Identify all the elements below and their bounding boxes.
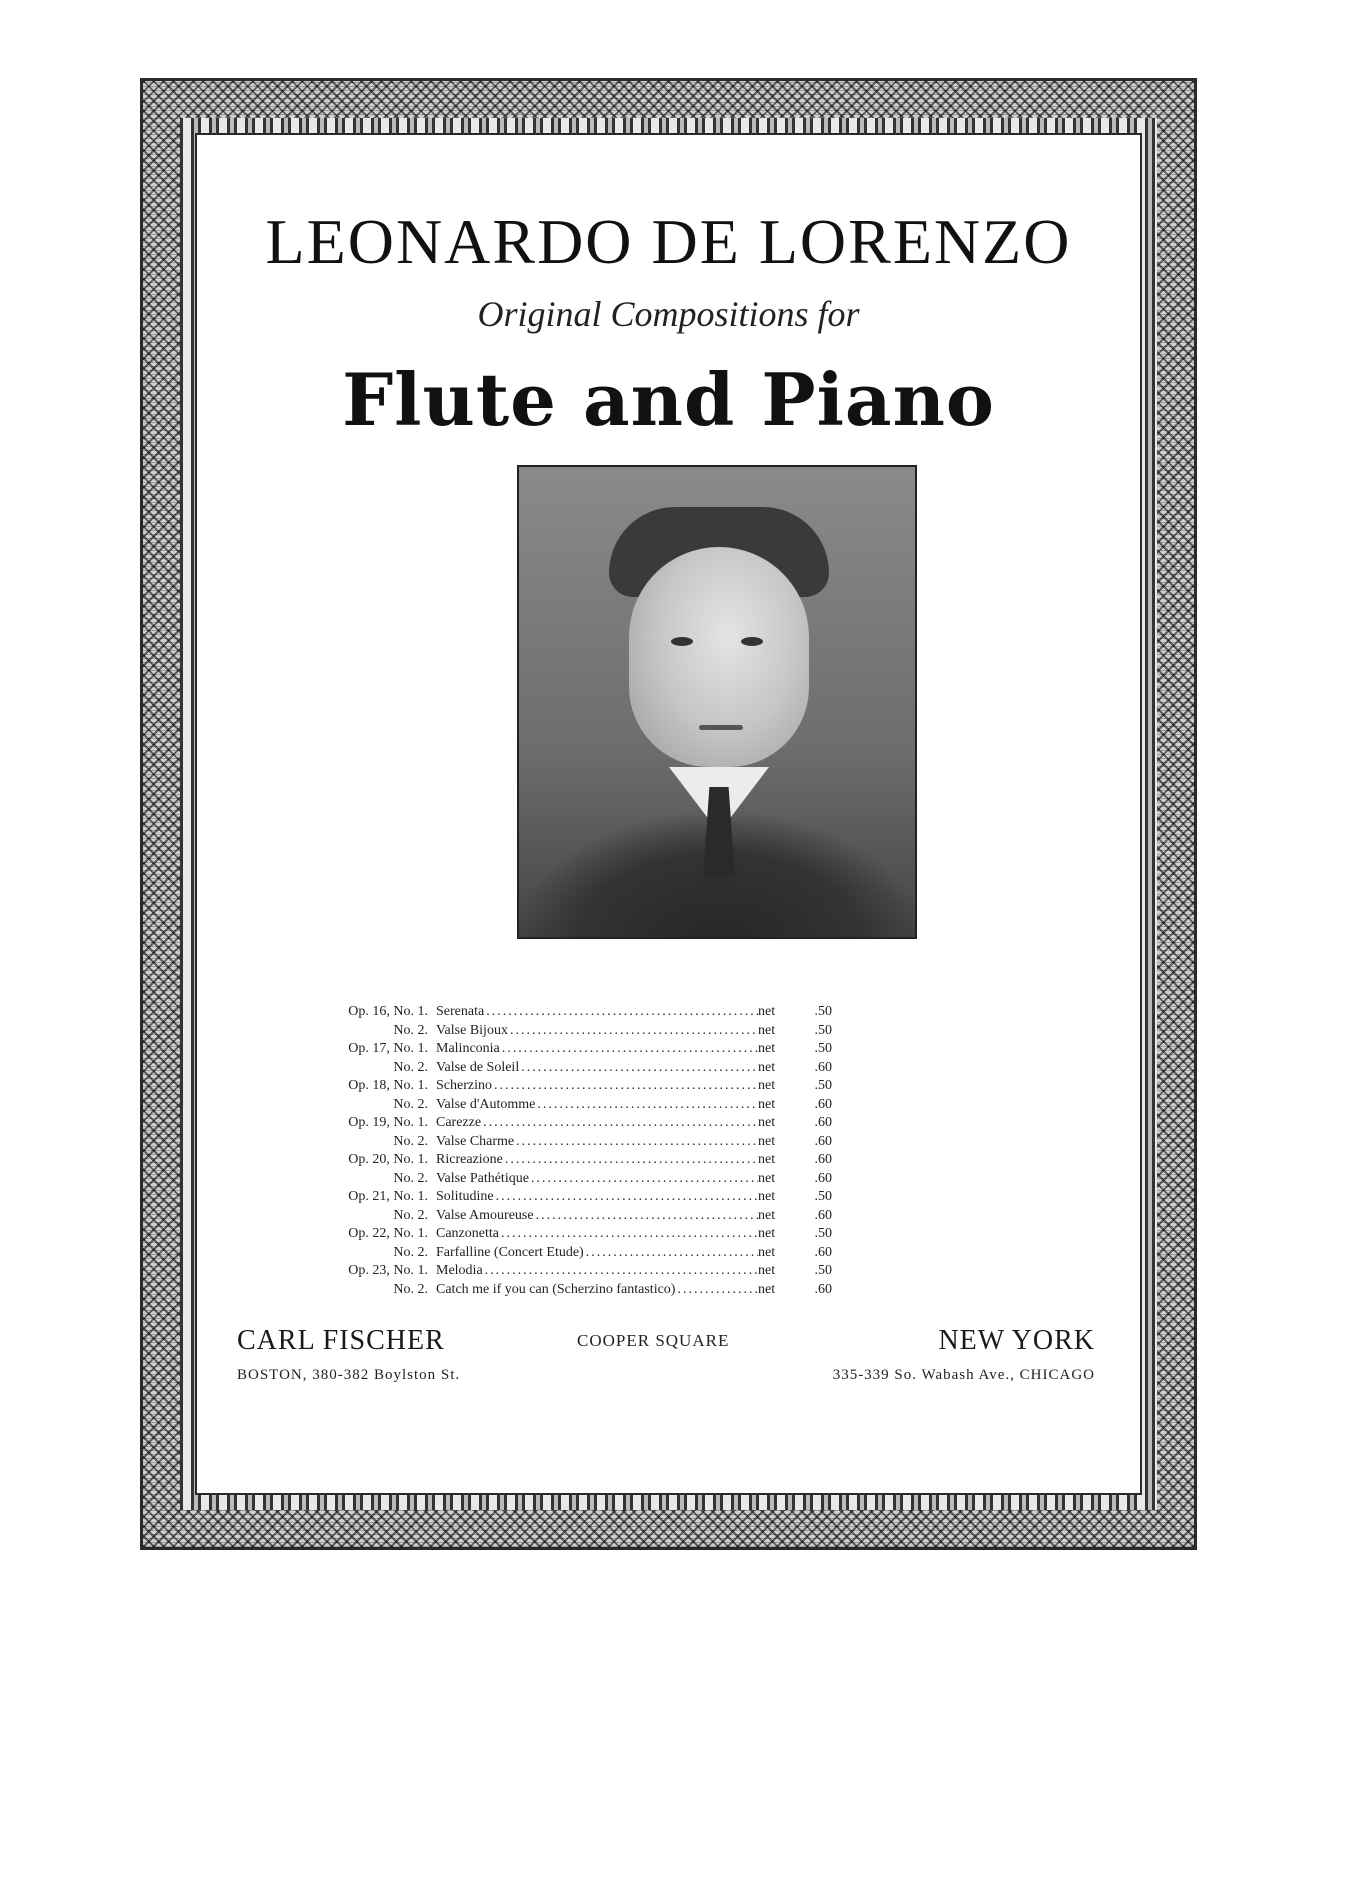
net-label: net xyxy=(758,1059,776,1075)
opus-number: No. 2. xyxy=(393,1170,428,1186)
work-price: .50 xyxy=(814,1263,832,1278)
dot-leader xyxy=(501,1225,758,1244)
work-title: Canzonetta xyxy=(436,1226,499,1241)
composer-portrait xyxy=(517,465,917,939)
net-label: net xyxy=(758,1004,776,1019)
composer-name: LEONARDO DE LORENZO xyxy=(265,206,1072,277)
work-title: Melodia xyxy=(436,1263,483,1278)
cover-panel xyxy=(195,133,1142,1495)
work-row xyxy=(342,1225,982,1244)
net-label: net xyxy=(758,1170,776,1186)
dot-leader xyxy=(496,1188,758,1207)
work-title: Farfalline (Concert Etude) xyxy=(436,1244,584,1260)
work-row xyxy=(342,1003,982,1022)
work-row xyxy=(342,1114,982,1133)
work-row xyxy=(342,1096,982,1115)
opus-number: Op. 21, No. 1. xyxy=(348,1189,428,1204)
net-label: net xyxy=(758,1226,776,1241)
dot-leader xyxy=(485,1262,758,1281)
dot-leader xyxy=(486,1003,758,1022)
work-title: Serenata xyxy=(436,1004,485,1019)
publisher-city: NEW YORK xyxy=(938,1325,1095,1356)
net-label: net xyxy=(758,1207,776,1223)
opus-number: No. 2. xyxy=(393,1281,428,1297)
dot-leader xyxy=(537,1096,758,1115)
opus-number: Op. 16, No. 1. xyxy=(348,1004,428,1019)
work-title: Malinconia xyxy=(436,1041,500,1056)
work-title: Valse Pathétique xyxy=(436,1170,529,1186)
work-title: Catch me if you can (Scherzino fantastico) xyxy=(436,1281,676,1297)
net-label: net xyxy=(758,1096,776,1112)
work-row xyxy=(342,1059,982,1078)
work-price: .60 xyxy=(814,1115,832,1130)
portrait-mouth xyxy=(699,725,743,730)
work-price: .50 xyxy=(814,1022,832,1038)
portrait-face xyxy=(629,547,809,767)
dot-leader xyxy=(510,1022,758,1041)
opus-number: No. 2. xyxy=(393,1022,428,1038)
work-price: .60 xyxy=(814,1207,832,1223)
work-title: Ricreazione xyxy=(436,1152,503,1167)
work-title: Carezze xyxy=(436,1115,482,1130)
opus-number: Op. 17, No. 1. xyxy=(348,1041,428,1056)
opus-number: No. 2. xyxy=(393,1096,428,1112)
work-title: Valse Bijoux xyxy=(436,1022,508,1038)
opus-number: No. 2. xyxy=(393,1059,428,1075)
net-label: net xyxy=(758,1078,776,1093)
opus-number: Op. 18, No. 1. xyxy=(348,1078,428,1093)
work-row xyxy=(342,1077,982,1096)
net-label: net xyxy=(758,1041,776,1056)
portrait-left-eye xyxy=(671,637,693,646)
opus-number: Op. 23, No. 1. xyxy=(348,1263,428,1278)
work-price: .60 xyxy=(814,1096,832,1112)
net-label: net xyxy=(758,1022,776,1038)
work-price: .60 xyxy=(814,1133,832,1149)
work-price: .60 xyxy=(814,1170,832,1186)
work-row xyxy=(342,1133,982,1152)
work-title: Scherzino xyxy=(436,1078,492,1093)
net-label: net xyxy=(758,1152,776,1167)
dot-leader xyxy=(516,1133,758,1152)
work-price: .60 xyxy=(814,1152,832,1167)
work-row xyxy=(342,1244,982,1263)
works-list xyxy=(342,1003,982,1299)
work-price: .50 xyxy=(814,1189,832,1204)
portrait-right-eye xyxy=(741,637,763,646)
work-title: Solitudine xyxy=(436,1189,494,1204)
publisher-address: COOPER SQUARE xyxy=(577,1331,730,1350)
opus-number: Op. 20, No. 1. xyxy=(348,1152,428,1167)
work-title: Valse Amoureuse xyxy=(436,1207,534,1223)
dot-leader xyxy=(502,1040,758,1059)
work-title: Valse Charme xyxy=(436,1133,515,1149)
dot-leader xyxy=(531,1170,758,1189)
cover-subtitle: Original Compositions for xyxy=(477,294,860,334)
chicago-branch: 335-339 So. Wabash Ave., CHICAGO xyxy=(832,1367,1095,1383)
dot-leader xyxy=(494,1077,758,1096)
dot-leader xyxy=(536,1207,758,1226)
opus-number: Op. 22, No. 1. xyxy=(348,1226,428,1241)
dot-leader xyxy=(677,1281,758,1300)
work-row xyxy=(342,1188,982,1207)
work-row xyxy=(342,1040,982,1059)
work-row xyxy=(342,1262,982,1281)
work-row xyxy=(342,1151,982,1170)
instrumentation-title: Flute and Piano xyxy=(342,357,995,442)
work-price: .50 xyxy=(814,1226,832,1241)
dot-leader xyxy=(505,1151,758,1170)
publisher-name: CARL FISCHER xyxy=(237,1325,445,1356)
work-row xyxy=(342,1207,982,1226)
opus-number: No. 2. xyxy=(393,1244,428,1260)
net-label: net xyxy=(758,1115,776,1130)
net-label: net xyxy=(758,1281,776,1297)
work-price: .60 xyxy=(814,1244,832,1260)
work-row xyxy=(342,1022,982,1041)
net-label: net xyxy=(758,1244,776,1260)
work-title: Valse d'Automme xyxy=(436,1096,536,1112)
boston-branch: BOSTON, 380-382 Boylston St. xyxy=(237,1367,461,1383)
work-price: .60 xyxy=(814,1281,832,1297)
opus-number: No. 2. xyxy=(393,1207,428,1223)
work-row xyxy=(342,1281,982,1300)
dot-leader xyxy=(521,1059,758,1078)
dot-leader xyxy=(586,1244,758,1263)
work-price: .60 xyxy=(814,1059,832,1075)
work-price: .50 xyxy=(814,1078,832,1093)
work-price: .50 xyxy=(814,1004,832,1019)
net-label: net xyxy=(758,1133,776,1149)
opus-number: Op. 19, No. 1. xyxy=(348,1115,428,1130)
dot-leader xyxy=(483,1114,758,1133)
work-price: .50 xyxy=(814,1041,832,1056)
opus-number: No. 2. xyxy=(393,1133,428,1149)
work-row xyxy=(342,1170,982,1189)
work-title: Valse de Soleil xyxy=(436,1059,520,1075)
net-label: net xyxy=(758,1263,776,1278)
net-label: net xyxy=(758,1189,776,1204)
